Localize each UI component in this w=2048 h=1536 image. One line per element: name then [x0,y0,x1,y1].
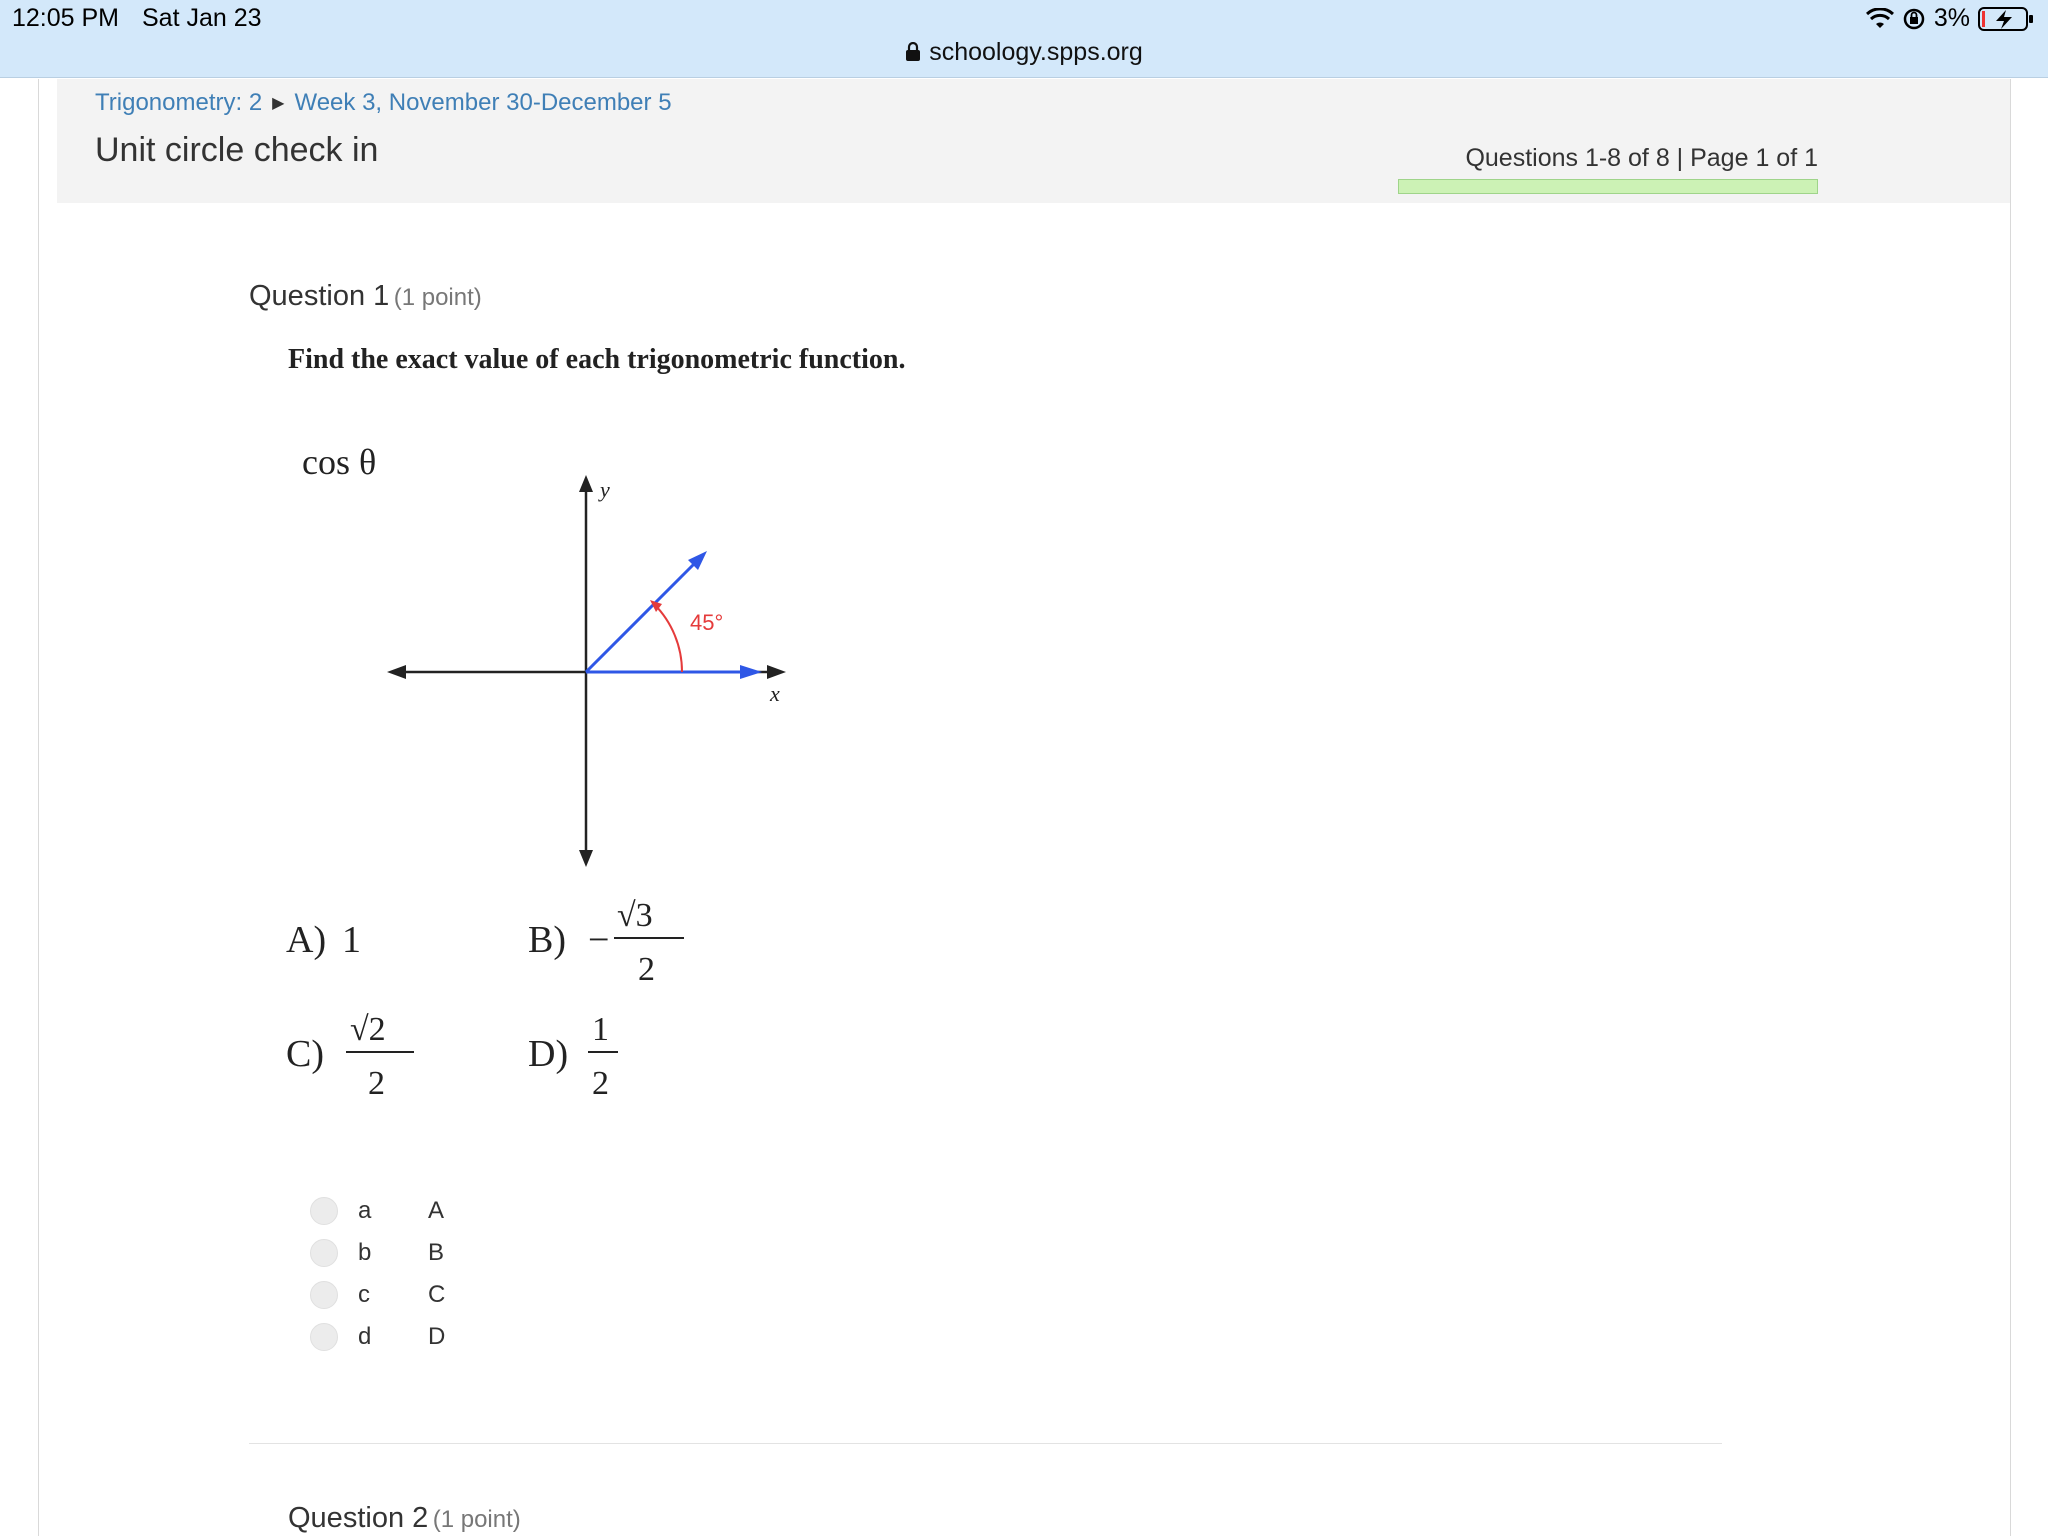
option-key: d [358,1323,372,1350]
radio-a[interactable] [310,1197,338,1225]
page-title: Unit circle check in [95,131,379,169]
breadcrumb-separator-icon: ▶ [272,95,285,112]
status-date: Sat Jan 23 [142,4,262,32]
breadcrumb-course-link[interactable]: Trigonometry: 2 [95,89,263,116]
choice-b-denominator: 2 [638,951,655,988]
pager-label: Questions 1-8 of 8 | Page 1 of 1 [1465,144,1818,172]
battery-charging-icon [1978,5,2034,33]
option-text: B [428,1239,445,1266]
question-points: (1 point) [432,1506,521,1533]
option-c[interactable] [310,1274,445,1316]
wifi-icon [1866,8,1894,30]
question-figure [270,400,870,1160]
radio-b[interactable] [310,1239,338,1267]
lock-icon [905,42,921,62]
choice-c-numerator: √2 [350,1011,386,1048]
progress-bar [1398,179,1818,194]
y-axis-arrow-down [579,850,593,867]
status-bar [0,0,2048,78]
choice-b-label: B) [528,919,566,961]
status-time: 12:05 PM [12,4,120,32]
y-axis-label: y [600,477,610,502]
option-text: A [428,1197,445,1224]
choice-d-label: D) [528,1033,569,1075]
angle-label: 45° [690,610,724,635]
address-bar[interactable] [0,38,2048,67]
breadcrumb [95,89,672,117]
option-a[interactable] [310,1190,445,1232]
choice-d-denominator: 2 [592,1065,609,1102]
option-b[interactable] [310,1232,445,1274]
question-prompt: Find the exact value of each trigonometric function. [288,344,906,375]
option-key: b [358,1239,372,1266]
option-key: a [358,1197,372,1224]
radio-c[interactable] [310,1281,338,1309]
x-axis-label: x [770,681,780,706]
question-2-heading [288,1502,521,1535]
question-divider [249,1443,1722,1444]
radio-d[interactable] [310,1323,338,1351]
option-d[interactable] [310,1316,445,1358]
x-axis-arrow-left [387,665,406,679]
option-text: D [428,1323,446,1350]
angle-arc [654,604,682,672]
choice-b-minus: − [588,919,610,961]
battery-percent: 3% [1933,4,1970,32]
function-label: cos θ [302,442,377,482]
choice-c-label: C) [286,1033,324,1075]
answer-options [310,1190,445,1358]
breadcrumb-section-link[interactable]: Week 3, November 30-December 5 [294,89,672,116]
status-indicators [1866,4,2034,33]
x-axis-arrow-right [767,665,786,679]
choice-c-denominator: 2 [368,1065,385,1102]
choice-b-numerator: √3 [617,897,653,934]
terminal-side [586,559,699,672]
choice-a-label: A) [286,919,327,961]
choice-d-numerator: 1 [592,1011,609,1048]
question-title: Question 2 [288,1502,429,1534]
question-title: Question 1 [249,280,390,312]
initial-side-arrow [740,665,762,679]
choice-a-value: 1 [342,919,361,961]
option-key: c [358,1281,370,1308]
option-text: C [428,1281,446,1308]
rotation-lock-icon [1902,7,1926,31]
y-axis-arrow-up [579,475,593,492]
url-text: schoology.spps.org [929,38,1143,66]
pager [1398,144,1818,194]
question-points: (1 point) [393,284,482,311]
question-1-heading [249,280,482,313]
